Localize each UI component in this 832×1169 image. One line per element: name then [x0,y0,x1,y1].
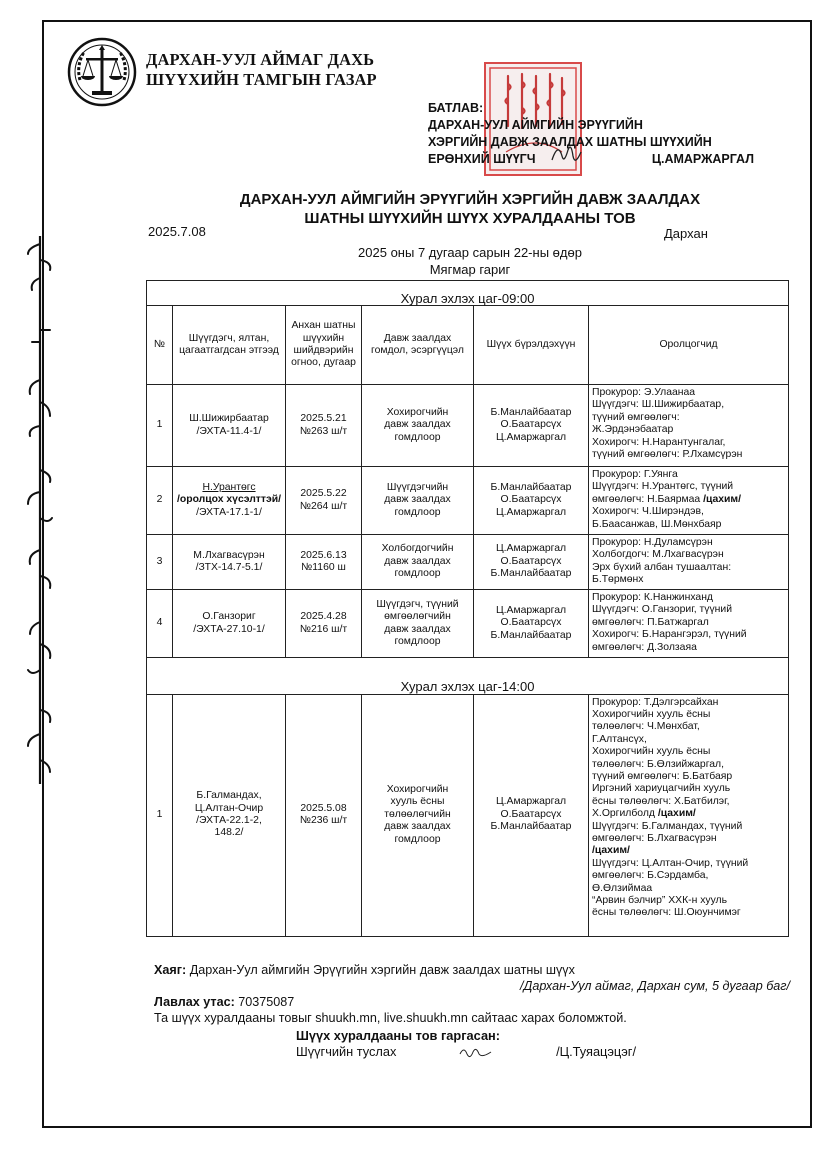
participant-line: Г.Алтансүх, [592,733,647,745]
participant-line: түүний өмгөөлөгч: Р.Лхамсүрэн [592,449,743,461]
defendant-article: /ЭХТА-27.10-1/ [193,623,265,635]
table-row [147,535,789,590]
document-city: Дархан [664,226,708,241]
judge-name: О.Баатарсүх [500,808,562,820]
appeal-line: давж заалдах [384,419,451,431]
participant-line: Шүүгдэгч: Ц.Алтан-Очир, түүний [592,857,749,869]
decision-number: №236 ш/т [299,815,348,826]
decision-date: 2025.5.21 [300,413,347,425]
approval-block [428,100,754,168]
first-instance-cell [286,385,362,467]
approve-name: Ц.АМАРЖАРГАЛ [651,152,754,166]
participant-line: өмгөөлөгч: Б.Лхагвасүрэн [592,832,717,844]
first-instance-cell [286,467,362,535]
judge-name: О.Баатарсүх [500,617,562,629]
footer-info [154,962,794,1026]
appeal-cell [362,385,474,467]
participant-line: ёсны төлөөлөгч: Ш.Оюунчимэг [592,907,741,919]
participation-request: /оролцох хүсэлттэй/ [176,494,282,506]
appeal-line: Хохирогчийн [386,783,449,795]
participant-line [592,808,786,820]
participants-cell [589,467,789,535]
appeal-line: давж заалдах [384,494,451,506]
defendant-cell [173,535,286,590]
panel-cell [474,385,589,467]
judge-name: Ц.Амаржаргал [495,543,567,555]
appeal-line: давж заалдах [384,623,451,635]
phone-line [154,994,794,1010]
online-tag: /цахим/ [657,808,696,820]
judge-name: Ц.Амаржаргал [495,431,567,443]
defendant-article: /ЭХТА-11.4-1/ [196,425,262,437]
participant-line: Иргэний хариуцагчийн хууль [592,783,731,795]
participants-cell [589,535,789,590]
participant-line: төлөөлөгч: Ч.Мөнхбат, [592,721,700,733]
participant-line: Хохирогч: Ч.Ширэндэв, [592,506,704,518]
phone-label: Лавлах утас: [154,995,235,1009]
defendant-name: О.Ганзориг [202,611,256,623]
defendant-name: М.Лхагвасүрэн [193,549,265,561]
row-number: 3 [147,535,173,590]
session-start-row [147,281,789,306]
judge-name: Ц.Амаржаргал [495,506,567,518]
document-date: 2025.7.08 [148,224,206,239]
participant-line: төлөөлөгч: Б.Өлзийжаргал, [592,758,724,770]
defendant-name: Ц.Алтан-Очир [194,802,264,814]
decision-number: №1160 ш [301,562,346,573]
participant-line: ёсны төлөөлөгч: Х.Батбилэг, [592,795,730,807]
judge-name: Ц.Амаржаргал [495,604,567,616]
defendant-article: /ЗТХ-14.7-5.1/ [195,562,263,573]
session-start-row [147,670,789,695]
court-emblem-icon [66,36,138,108]
judge-name: О.Баатарсүх [500,419,562,431]
approve-line-2: ХЭРГИЙН ДАВЖ ЗААЛДАХ ШАТНЫ ШҮҮХИЙН [428,135,712,149]
mongolian-script-text-icon [18,230,58,790]
column-header-defendant: Шүүгдэгч, ялтан, цагаатгагдсан этгээд [173,306,286,385]
approve-position: ЕРӨНХИЙ ШҮҮГЧ [428,152,536,166]
participant-line: түүний өмгөөлөгч: Б.Батбаяр [592,770,733,782]
hearing-schedule-table [146,280,789,937]
first-instance-cell [286,694,362,936]
appeal-line: гомдлоор [394,635,441,647]
judge-name: О.Баатарсүх [500,494,562,506]
judge-name: Б.Манлайбаатар [490,821,572,833]
participant-line: Эрх бүхий албан тушаалтан: [592,561,732,573]
address-text: Дархан-Уул аймгийн Эрүүгийн хэргийн давж заалдах шатны шүүх [189,963,575,977]
appeal-line: хууль ёсны [390,796,445,808]
document-title [200,190,740,228]
participant-line: өмгөөлөгч: Б.Сэрдамба, [592,870,709,882]
participant-line: Хохирогч: Н.Нарантунгалаг, [592,436,726,448]
participant-line: түүний өмгөөлөгч: [592,411,680,423]
appeal-cell [362,467,474,535]
participant-line: Холбогдогч: М.Лхагвасүрэн [592,549,724,561]
spacer-cell [147,658,789,670]
participant-line: Шүүгдэгч: Б.Галмандах, түүний [592,820,743,832]
judge-name: Б.Манлайбаатар [490,568,572,580]
decision-date: 2025.5.08 [300,802,347,814]
participants-cell [589,590,789,658]
address-line [154,962,794,978]
appeal-line: гомдлоор [394,568,441,580]
row-number: 4 [147,590,173,658]
appeal-cell [362,694,474,936]
online-tag: /цахим/ [592,845,630,857]
participant-line: “Арвин бэлчир” ХХК-н хууль [592,895,728,906]
defendant-name: Ш.Шижирбаатар [189,413,269,425]
org-line-2: ШҮҮХИЙН ТАМГЫН ГАЗАР [146,70,377,89]
participant-line: Б.Төрмөнх [592,574,644,586]
table-row [147,467,789,535]
participant-line: Шүүгдэгч: Ш.Шижирбаатар, [592,399,725,411]
issuer-row [296,1044,636,1060]
column-header-num: № [147,306,173,385]
address-detail: /Дархан-Уул аймаг, Дархан сум, 5 дугаар баг/ [519,979,790,993]
judge-name: Б.Манлайбаатар [490,629,572,641]
panel-cell [474,467,589,535]
panel-cell [474,694,589,936]
participant-line: Хохирогчийн хууль ёсны [592,746,711,758]
session-start-time: Хурал эхлэх цаг-09:00 [147,281,789,306]
panel-cell [474,590,589,658]
participant-line [592,494,786,506]
appeal-line: Холбогдогчийн [381,543,454,555]
table-row [147,694,789,936]
participants-cell [589,694,789,936]
approve-line-1: ДАРХАН-УУЛ АЙМГИЙН ЭРҮҮГИЙН [428,118,643,132]
participant-line: Хохирогч: Б.Нарангэрэл, түүний [592,629,747,641]
participant-line: Прокурор: Т.Дэлгэрсайхан [592,696,719,708]
appeal-line: давж заалдах [384,555,451,567]
issuer-signature-icon [458,1044,494,1058]
participant-line: Хохирогчийн хууль ёсны [592,708,711,720]
judge-name: Б.Манлайбаатар [490,481,572,493]
decision-date: 2025.5.22 [300,488,347,500]
participant-line: Ө.Өлзиймаа [592,882,653,894]
participant-text: өмгөөлөгч: Н.Баярмаа [592,493,701,505]
online-tag: /цахим/ [703,493,741,505]
organization-name [146,50,377,90]
column-header-first-instance: Анхан шатны шүүхийн шийдвэрийн огноо, дугаар [286,306,362,385]
appeal-line: гомдлоор [394,431,441,443]
participant-text: Х.Оргилболд [592,808,658,820]
row-number: 1 [147,385,173,467]
approve-label: БАТЛАВ: [428,101,484,115]
participant-line: Прокурор: Э.Улаанаа [592,387,696,398]
defendant-cell [173,590,286,658]
judge-name: О.Баатарсүх [500,555,562,567]
appeal-line: Хохирогчийн [386,406,449,418]
session-weekday: Мягмар гариг [429,262,511,277]
issuer-position: Шүүгчийн туслах [296,1044,397,1059]
decision-number: №263 ш/т [299,425,348,437]
spacer-row [147,658,789,670]
column-header-panel: Шүүх бүрэлдэхүүн [474,306,589,385]
decision-number: №216 ш/т [299,623,348,635]
judge-name: Б.Манлайбаатар [490,406,572,418]
participant-line: өмгөөлөгч: П.Батжаргал [592,616,709,628]
first-instance-cell [286,590,362,658]
participants-cell [589,385,789,467]
signature-icon [548,140,588,166]
table-row [147,385,789,467]
appeal-line: төлөөлөгчийн [384,808,451,820]
decision-date: 2025.4.28 [300,611,347,623]
appeal-cell [362,590,474,658]
participant-line: Шүүгдэгч: О.Ганзориг, түүний [592,604,733,616]
participant-line: Прокурор: Н.Дуламсүрэн [592,537,713,548]
participant-line: өмгөөлөгч: Д.Золзаяа [592,641,697,653]
appeal-cell [362,535,474,590]
defendant-article: 148.2/ [214,827,244,839]
approve-signature-line [428,151,754,168]
judge-name: Ц.Амаржаргал [495,796,567,808]
issued-label: Шүүх хуралдааны тов гаргасан: [296,1028,501,1043]
column-header-participants: Оролцогчид [589,306,789,385]
defendant-name: Б.Галмандах, [196,790,262,802]
first-instance-cell [286,535,362,590]
defendant-cell [173,694,286,936]
appeal-line: Шүүгдэгч, түүний [376,598,459,610]
participant-line: Ж.Эрдэнэбаатар [592,424,674,436]
website-note: Та шүүх хуралдааны товыг shuukh.mn, live.shuukh.mn сайтаас харах боломжтой. [154,1011,627,1025]
decision-number: №264 ш/т [299,500,348,512]
title-line-2: ШАТНЫ ШҮҮХИЙН ШҮҮХ ХУРАЛДААНЫ ТОВ [304,210,636,227]
issuer-name: /Ц.Туяацэцэг/ [556,1044,636,1059]
issuer-block [296,1028,636,1060]
row-number: 2 [147,467,173,535]
defendant-article: /ЭХТА-22.1-2, [196,815,262,826]
session-date-block [200,244,740,278]
address-label: Хаяг: [154,963,187,977]
title-line-1: ДАРХАН-УУЛ АЙМГИЙН ЭРҮҮГИЙН ХЭРГИЙН ДАВЖ ЗААЛДАХ [239,191,701,208]
appeal-line: өмгөөлөгчийн [384,611,451,623]
appeal-line: гомдлоор [394,833,441,845]
org-line-1: ДАРХАН-УУЛ АЙМАГ ДАХЬ [146,50,375,69]
participant-line: Шүүгдэгч: Н.Урантөгс, түүний [592,481,734,493]
panel-cell [474,535,589,590]
phone-number: 70375087 [238,995,295,1009]
session-date: 2025 оны 7 дугаар сарын 22-ны өдөр [358,245,582,260]
defendant-name: Н.Урантөгс [202,481,256,493]
defendant-cell [173,385,286,467]
participant-line: Б.Баасанжав, Ш.Мөнхбаяр [592,518,722,530]
decision-date: 2025.6.13 [300,549,347,561]
appeal-line: Шүүгдэгчийн [386,481,449,493]
appeal-line: давж заалдах [384,821,451,833]
participant-line: Прокурор: Г.Уянга [592,469,678,480]
defendant-cell [173,467,286,535]
column-header-appeal: Давж заалдах гомдол, эсэргүүцэл [362,306,474,385]
table-row [147,590,789,658]
defendant-article: /ЭХТА-17.1-1/ [196,506,262,518]
row-number: 1 [147,694,173,936]
table-header-row [147,306,789,385]
session-start-time: Хурал эхлэх цаг-14:00 [147,670,789,695]
participant-line: Прокурор: К.Нанжинханд [592,592,713,603]
appeal-line: гомдлоор [394,506,441,518]
